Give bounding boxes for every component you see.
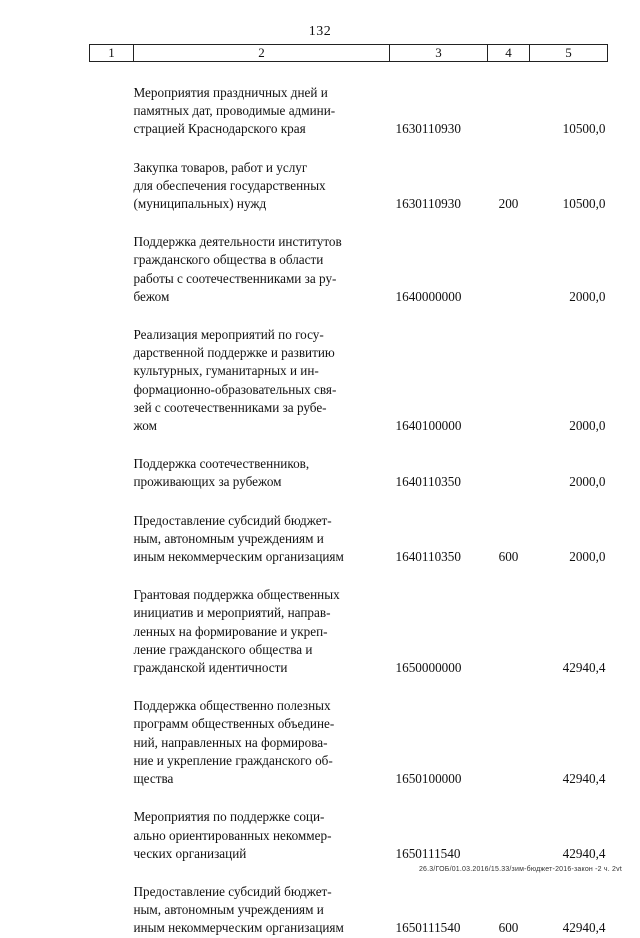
row-code: 1650111540	[395, 845, 461, 861]
row-code: 1640110350	[395, 474, 461, 490]
row-sum: 2000,0	[569, 474, 606, 490]
row-name: Грантовая поддержка общественных инициатив и мероприятий, направ- ленных на формирование и укреп- ление гражданского общества и гражданской идентичности	[133, 587, 340, 676]
row-type: 200	[498, 196, 519, 212]
table-header-row	[90, 45, 608, 62]
table-row	[90, 492, 608, 567]
row-name: Предоставление субсидий бюджет- ным, автономным учреждениям и иным некоммерческим организациям	[133, 883, 344, 936]
document-footer: 26.3/ГОБ/01.03.2016/15.33/зим-бюджет-2016-закон -2 ч. 2vt	[418, 866, 622, 873]
row-sum: 2000,0	[569, 549, 606, 565]
column-header: 3	[390, 45, 488, 62]
table-row	[90, 306, 608, 435]
row-type	[488, 677, 530, 788]
row-type: 600	[498, 549, 519, 565]
table-row	[90, 788, 608, 863]
row-type	[488, 435, 530, 491]
row-code: 1650100000	[395, 771, 462, 787]
page-number: 132	[308, 24, 332, 39]
row-sum: 42940,4	[562, 845, 606, 861]
row-code: 1630110930	[395, 196, 461, 212]
row-name: Поддержка соотечественников, проживающих за рубежом	[133, 456, 310, 490]
row-code: 1650111540	[395, 920, 461, 936]
row-type	[488, 306, 530, 435]
row-code: 1640100000	[395, 418, 462, 434]
row-name: Поддержка общественно полезных программ общественных объедине- ний, направленных на формирова- ние и укрепление гражданского об- щества	[133, 698, 335, 787]
table-row	[90, 139, 608, 214]
row-type	[488, 788, 530, 863]
column-header: 1	[90, 45, 134, 62]
row-name: Поддержка деятельности институтов гражданского общества в области работы с соотечественниками за ру- бежом	[133, 234, 342, 304]
row-sum: 2000,0	[569, 288, 606, 304]
row-type	[488, 213, 530, 306]
table-row	[90, 62, 608, 139]
table-row	[90, 863, 608, 938]
row-code: 1640110350	[395, 549, 461, 565]
table-row	[90, 677, 608, 788]
row-name: Мероприятия по поддержке соци- ально ориентированных некоммер- ческих организаций	[133, 809, 332, 861]
row-sum: 2000,0	[569, 418, 606, 434]
row-name: Реализация мероприятий по госу- дарственной поддержке и развитию культурных, гуманитарных и ин- формационно-образовательных свя- зей с соотечественниками за рубе- жом	[133, 327, 337, 434]
table-row	[90, 435, 608, 491]
row-type	[488, 62, 530, 139]
row-sum: 42940,4	[562, 771, 606, 787]
row-sum: 10500,0	[562, 121, 606, 137]
row-sum: 10500,0	[562, 196, 606, 212]
table-row	[90, 213, 608, 306]
row-name: Закупка товаров, работ и услуг для обеспечения государственных (муниципальных) нужд	[133, 159, 326, 212]
column-header: 2	[134, 45, 390, 62]
budget-table	[89, 44, 608, 938]
row-type: 600	[498, 920, 519, 936]
row-sum: 42940,4	[562, 920, 606, 936]
row-code: 1630110930	[395, 121, 461, 137]
row-name: Мероприятия праздничных дней и памятных дат, проводимые админи- страцией Краснодарского края	[133, 85, 336, 137]
row-name: Предоставление субсидий бюджет- ным, автономным учреждениям и иным некоммерческим организациям	[133, 512, 344, 565]
row-type	[488, 566, 530, 677]
column-header: 5	[530, 45, 608, 62]
row-code: 1650000000	[395, 660, 462, 676]
table-row	[90, 566, 608, 677]
column-header: 4	[488, 45, 530, 62]
row-code: 1640000000	[395, 288, 462, 304]
row-sum: 42940,4	[562, 660, 606, 676]
